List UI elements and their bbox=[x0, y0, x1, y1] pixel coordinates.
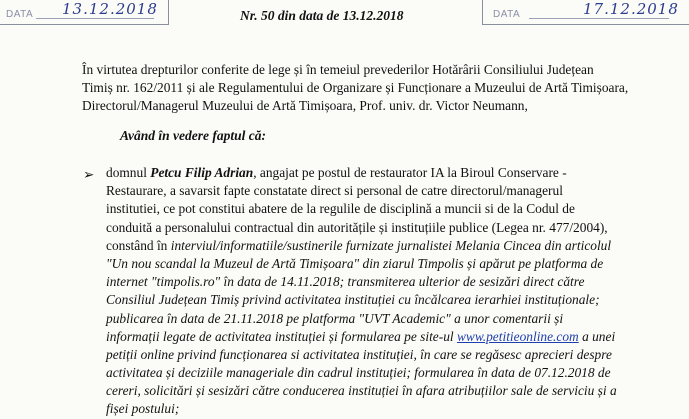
body-line: Consiliul Județean Timiș privind activitatea instituției cu încălcarea ierarhiei instituționale; bbox=[106, 292, 600, 308]
text-run: informații legate de activitatea instituției și formularea pe site-ul bbox=[106, 328, 457, 344]
date-label-right: DATA bbox=[493, 9, 521, 20]
body-line: fișei postului; bbox=[106, 401, 180, 417]
registration-number: Nr. 50 din data de 13.12.2018 bbox=[240, 8, 404, 23]
date-underline-right bbox=[529, 18, 669, 19]
body-line bbox=[106, 328, 617, 346]
body-line: conduită a personalului contractual din autoritățile și instituțiile publice (Legea nr. 477/2004), bbox=[106, 219, 608, 235]
body-line: cereri, solicitări și sesizări către conducerea instituției în afara atribuțiilor sale de serviciu și a bbox=[106, 383, 617, 399]
body-line: publicarea în data de 21.11.2018 pe platforma "UVT Academic" a unor comentarii și bbox=[106, 310, 564, 326]
intro-paragraph bbox=[82, 61, 628, 116]
body-line: Restaurare, a savarsit fapte constatate direct si personal de catre directorul/managerul bbox=[106, 183, 563, 199]
handwritten-date-left: 13.12.2018 bbox=[62, 0, 158, 18]
handwritten-date-right: 17.12.2018 bbox=[583, 0, 679, 18]
petition-site-link[interactable]: www.petitieonline.com bbox=[456, 328, 579, 344]
date-stamp-right bbox=[482, 0, 689, 25]
body-paragraph bbox=[106, 164, 617, 419]
date-label-left: DATA bbox=[6, 9, 34, 20]
section-heading: Având în vedere faptul că: bbox=[120, 128, 266, 143]
body-line: internet "timpolis.ro" în data de 14.11.2018; transmiterea ulterior de sesizări direct către bbox=[106, 274, 585, 290]
body-line: institutiei, ce pot constitui abatere de la regulile de disciplină a muncii si de la Codul de bbox=[106, 201, 575, 217]
employee-name: Petcu Filip Adrian bbox=[150, 165, 254, 180]
date-stamp-left bbox=[0, 0, 169, 25]
date-underline-left bbox=[36, 18, 154, 19]
text-run: domnul bbox=[106, 165, 151, 180]
body-line: activitatea și deciziile manageriale din cadrul instituției; formularea în data de 07.12.2018 de bbox=[106, 365, 611, 381]
text-run: , angajat pe postul de restaurator IA la Biroul Conservare - bbox=[253, 165, 567, 180]
text-run: constând în bbox=[106, 237, 171, 253]
body-line: petiții online privind funcționarea si activitatea instituției, în care se regăsesc aprecieri despre bbox=[106, 346, 612, 362]
intro-line: Timiș nr. 162/2011 și ale Regulamentului de Organizare și Funcționare a Muzeului de Artă Timișoara, bbox=[82, 80, 629, 96]
body-line bbox=[106, 164, 617, 182]
arrow-bullet-icon: ➢ bbox=[83, 167, 95, 182]
body-line: "Un nou scandal la Muzeul de Artă Timișoara" din ziarul Timpolis și apărut pe platforma de bbox=[106, 255, 604, 271]
body-line bbox=[106, 237, 617, 255]
intro-line: În virtutea drepturilor conferite de lege și în temeiul prevederilor Hotărârii Consiliului Județean bbox=[82, 62, 594, 77]
intro-line: Directorul/Managerul Muzeului de Artă Timișoara, Prof. univ. dr. Victor Neumann, bbox=[82, 98, 528, 114]
text-run: a unei bbox=[578, 328, 616, 344]
text-run: interviul/informatiile/sustinerile furnizate jurnalistei Melania Cincea din articolul bbox=[170, 237, 612, 253]
